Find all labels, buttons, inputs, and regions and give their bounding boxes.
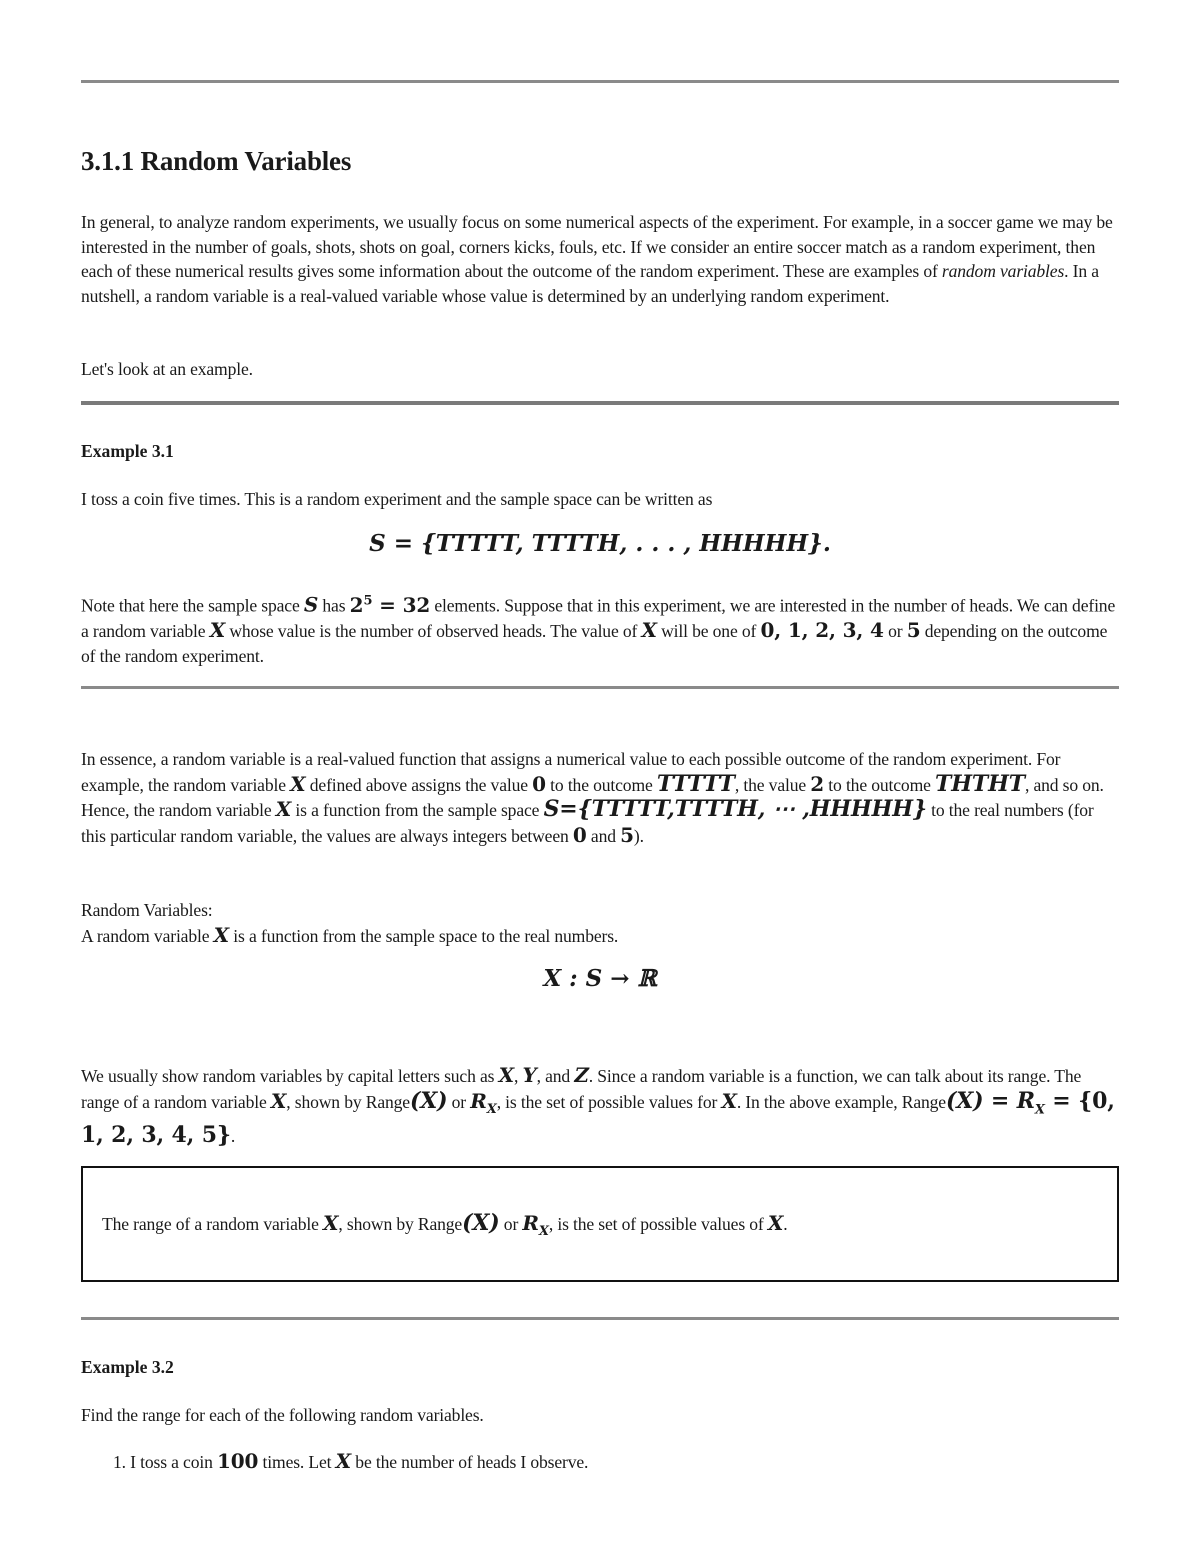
- list-item-text: times. Let: [258, 1452, 336, 1472]
- math-five: 5: [906, 618, 921, 643]
- top-divider: [81, 80, 1119, 83]
- intro-text-b: . In a nutshell, a random variable is a real-valued variable whose value is determined by an underlying random experiment.: [81, 261, 1099, 306]
- math-equals-32: = 32: [372, 592, 431, 617]
- math-Z: Z: [574, 1063, 589, 1087]
- lead-in-paragraph: Let's look at an example.: [81, 359, 253, 379]
- math-range-formula: (X) = R: [945, 1087, 1035, 1114]
- definition-label: Random Variables:: [81, 900, 213, 920]
- list-item-number: 1.: [113, 1452, 126, 1472]
- math-X: X: [767, 1211, 784, 1235]
- range-text: . Since a random variable is a function, we can talk about its range. The range of a random variable: [81, 1066, 1082, 1112]
- boxed-text: , is the set of possible values of: [548, 1214, 768, 1234]
- math-X: X: [335, 1449, 352, 1473]
- math-X: X: [498, 1063, 514, 1087]
- essence-text: defined above assigns the value: [305, 774, 533, 795]
- essence-paragraph: [81, 747, 1121, 848]
- range-definition-box: [81, 1166, 1119, 1282]
- range-text: . In the above example, Range: [736, 1091, 946, 1112]
- math-100: 100: [217, 1449, 259, 1473]
- math-zero: 0: [572, 822, 587, 847]
- range-text: .: [230, 1125, 236, 1146]
- essence-text: , and so on. Hence, the random variable: [81, 774, 1104, 821]
- math-R: R: [470, 1088, 487, 1113]
- note-text: Note that here the sample space: [81, 595, 304, 616]
- math-X: X: [721, 1088, 737, 1113]
- essence-text: , the value: [734, 774, 811, 795]
- example-3-2-text: Find the range for each of the following random variables.: [81, 1405, 484, 1425]
- sample-space-equation: S = {TTTTT, TTTTH, . . . , HHHHH}.: [369, 530, 831, 557]
- example-3-1-text: I toss a coin five times. This is a random experiment and the sample space can be written as: [81, 489, 713, 509]
- function-mapping-equation: X : S → ℝ: [543, 965, 657, 992]
- math-base: 2: [349, 592, 364, 617]
- range-text: , is the set of possible values for: [496, 1091, 722, 1112]
- definition-paragraph: [81, 898, 1121, 948]
- math-ththt: THTHT: [935, 770, 1025, 797]
- math-two: 2: [810, 771, 825, 796]
- note-text: has: [318, 595, 350, 616]
- list-item: [113, 1449, 588, 1473]
- math-X: X: [270, 1088, 287, 1113]
- note-text: elements. Suppose that in this experiment, we are interested in the number of heads. We can define a random variable: [81, 595, 1116, 642]
- range-text: ,: [513, 1066, 523, 1086]
- math-values: 0, 1, 2, 3, 4: [760, 618, 884, 643]
- math-range-set: = {0, 1, 2, 3, 4, 5}: [81, 1087, 1115, 1148]
- note-text: or: [883, 621, 907, 642]
- definition-text: A random variable: [81, 925, 214, 946]
- essence-text: and: [586, 825, 621, 846]
- range-text: , and: [536, 1066, 575, 1086]
- math-subscript-X: X: [1034, 1101, 1045, 1117]
- boxed-text: or: [499, 1214, 523, 1234]
- math-ttttt: TTTTT: [656, 770, 735, 797]
- range-text: or: [447, 1091, 471, 1112]
- term-random-variables: random variables: [941, 261, 1065, 282]
- note-text: depending on the outcome of the random experiment.: [81, 621, 1108, 666]
- boxed-text: .: [783, 1214, 788, 1234]
- example-3-2-title: Example 3.2: [81, 1357, 174, 1377]
- boxed-text: , shown by Range: [338, 1214, 463, 1234]
- essence-text: is a function from the sample space: [291, 800, 544, 821]
- math-X: X: [290, 771, 306, 796]
- list-item-text: I toss a coin: [125, 1452, 217, 1472]
- example-3-1-note: [81, 589, 1121, 668]
- math-subscript-X: X: [538, 1224, 549, 1239]
- definition-text: is a function from the sample space to the real numbers.: [229, 925, 619, 946]
- essence-text: to the real numbers (for this particular random variable, the values are always integers between: [81, 800, 1094, 846]
- math-Y: Y: [522, 1063, 537, 1087]
- intro-text-a: In general, to analyze random experiments, we usually focus on some numerical aspects of the experiment. For example, in a soccer game we may be interested in the number of goals, shots, shots on goal, corners kicks, fouls, etc. If we consider an entire soccer match as a random experiment, then each of these numerical results gives some information about the outcome of the random experiment. These are examples of: [81, 212, 1113, 282]
- math-X: X: [323, 1211, 339, 1235]
- boxed-definition-text: [102, 1210, 788, 1239]
- math-X: X: [209, 618, 226, 643]
- example-3-1-title: Example 3.1: [81, 441, 174, 461]
- example-3-2-divider: [81, 1317, 1119, 1320]
- note-text: whose value is the number of observed heads. The value of: [225, 621, 642, 642]
- math-X: X: [641, 618, 657, 643]
- math-exponent: 5: [363, 593, 373, 608]
- math-sample-space-set: S={TTTTT,TTTTH, ⋯ ,HHHHH}: [543, 796, 927, 823]
- essence-text: to the outcome: [545, 774, 657, 795]
- essence-text: to the outcome: [824, 774, 936, 795]
- essence-text: ).: [633, 825, 644, 846]
- range-text: We usually show random variables by capital letters such as: [81, 1066, 499, 1086]
- intro-paragraph: [81, 210, 1121, 308]
- math-X: X: [275, 797, 292, 822]
- math-R: R: [522, 1211, 539, 1235]
- section-title: 3.1.1 Random Variables: [81, 146, 352, 176]
- example-divider: [81, 401, 1119, 405]
- math-five: 5: [620, 822, 634, 847]
- math-S: S: [303, 592, 319, 617]
- math-X: X: [213, 922, 230, 947]
- range-text: , shown by Range: [286, 1091, 410, 1112]
- math-subscript-X: X: [486, 1101, 497, 1117]
- essence-text: In essence, a random variable is a real-valued function that assigns a numerical value to each possible outcome of the random experiment. For example, the random variable: [81, 749, 1061, 795]
- note-text: will be one of: [656, 621, 761, 642]
- math-paren-X: (X): [409, 1087, 448, 1114]
- boxed-text: The range of a random variable: [102, 1214, 324, 1234]
- example-end-divider: [81, 686, 1119, 689]
- list-item-text: be the number of heads I observe.: [351, 1452, 589, 1472]
- range-paragraph: [81, 1063, 1121, 1148]
- math-paren-X: (X): [462, 1210, 500, 1236]
- math-zero: 0: [532, 771, 546, 796]
